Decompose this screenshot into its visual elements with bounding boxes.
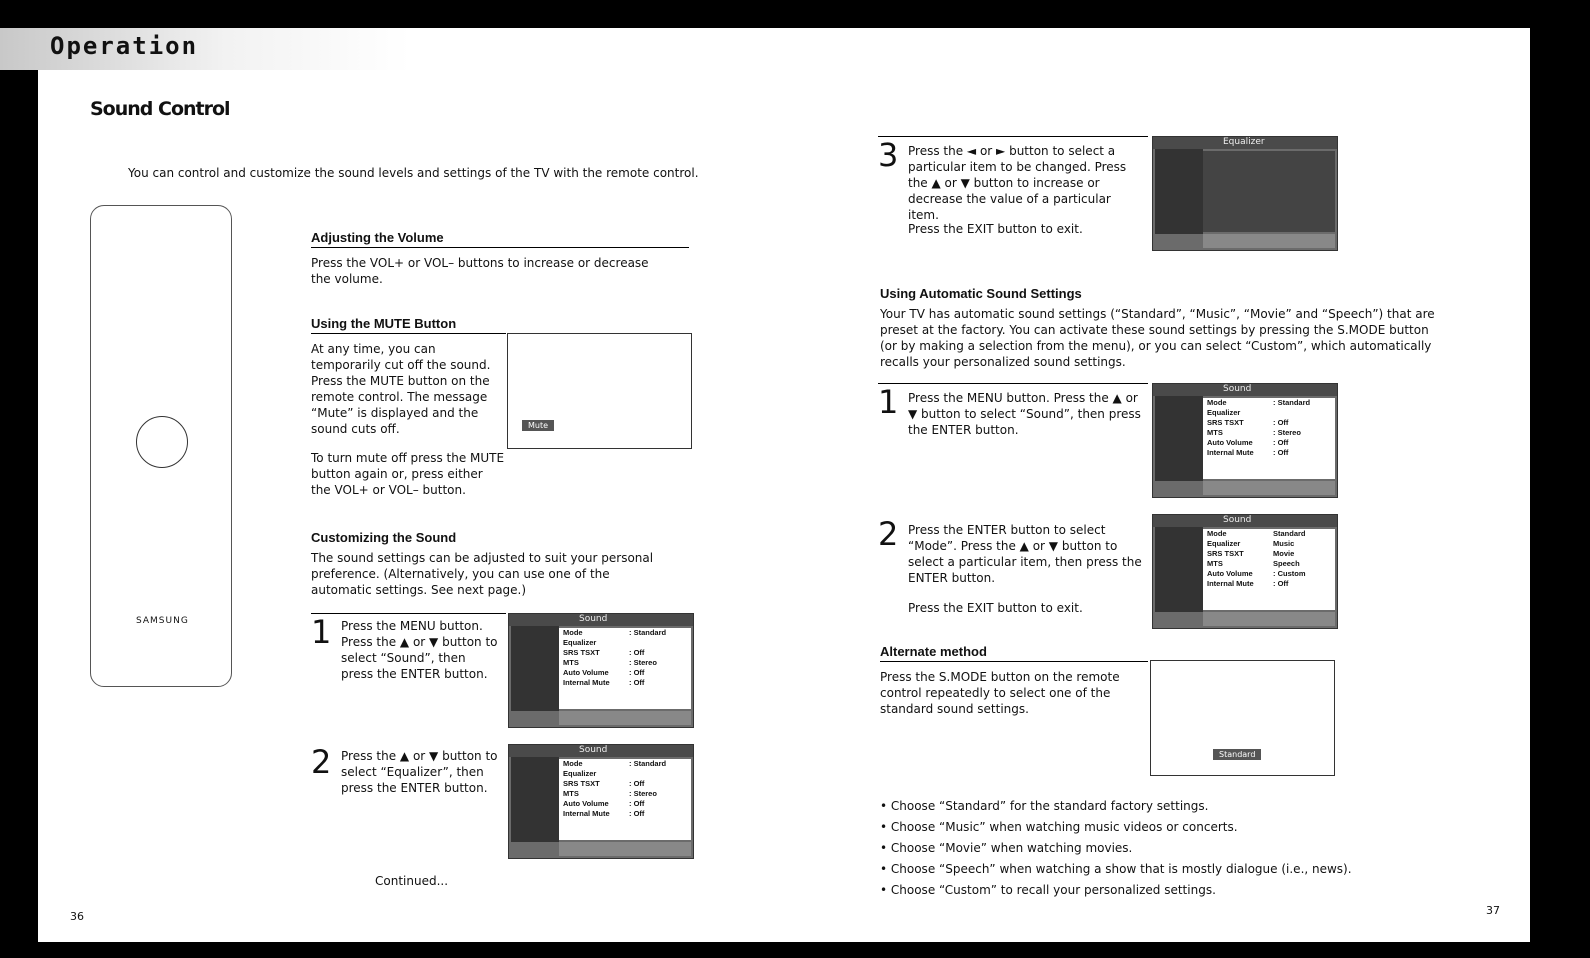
remote-brand: SAMSUNG xyxy=(136,616,189,626)
menu-rows-1 xyxy=(559,628,691,709)
menu-row: Auto Volume : Off xyxy=(1207,438,1289,447)
menu-row: MTS : Stereo xyxy=(563,658,657,667)
customize-heading: Customizing the Sound xyxy=(311,530,457,545)
menu-row: SRS TSXT Movie xyxy=(1207,549,1295,558)
remote-control-illustration xyxy=(90,205,232,687)
alt-text: Press the S.MODE button on the remote control repeatedly to select one of the standard sound settings. xyxy=(880,670,1120,716)
mute-text: At any time, you can temporarily cut off the sound. Press the MUTE button on the remote control. The message “Mute” is displayed and the sound cuts off. xyxy=(311,342,491,436)
left-step-1: 1 Press the MENU button. Press the ▲ or ▼ button to select “Sound”, then press the ENTER button. xyxy=(311,613,506,614)
mute-heading: Using the MUTE Button xyxy=(311,316,506,334)
customize-text: The sound settings can be adjusted to suit your personal preference. (Alternatively, you can use one of the automatic settings. See next page.) xyxy=(311,551,654,597)
menu-row: MTS Speech xyxy=(1207,559,1300,568)
menu-row: Internal Mute : Off xyxy=(563,809,645,818)
menu-row: Equalizer xyxy=(1207,408,1241,417)
remote-dpad xyxy=(136,416,188,468)
choose-item: • Choose “Movie” when watching movies. xyxy=(880,841,1133,855)
continued-note: Continued... xyxy=(375,874,449,888)
standard-osd: Standard xyxy=(1213,749,1261,760)
menu-row: Internal Mute : Off xyxy=(1207,448,1289,457)
mute-off-text: To turn mute off press the MUTE button again or, press either the VOL+ or VOL– button. xyxy=(311,451,505,497)
menu-row: MTS : Stereo xyxy=(1207,428,1301,437)
equalizer-bars xyxy=(1203,151,1335,232)
page-number-left: 36 xyxy=(70,910,84,923)
auto-heading: Using Automatic Sound Settings xyxy=(880,286,1082,301)
choose-item: • Choose “Music” when watching music videos or concerts. xyxy=(880,820,1238,834)
sound-menu-screen-1: Sound Mode : Standard Equalizer SRS TSXT : Off MTS : Stereo Auto Volume : Off Internal Mute : Off xyxy=(508,613,694,728)
menu-row: Mode : Standard xyxy=(563,759,667,768)
mute-screen xyxy=(507,333,692,449)
menu-row: Equalizer Music xyxy=(1207,539,1295,548)
menu-row: Auto Volume : Off xyxy=(563,799,645,808)
menu-row: Mode : Standard xyxy=(563,628,667,637)
page-number-right: 37 xyxy=(1486,904,1500,917)
sound-menu-screen-3: Sound Mode : Standard Equalizer SRS TSXT : Off MTS : Stereo Auto Volume : Off Internal Mute : Off xyxy=(1152,383,1338,498)
sound-menu-screen-2: Sound Mode : Standard Equalizer SRS TSXT : Off MTS : Stereo Auto Volume : Off Internal Mute : Off xyxy=(508,744,694,859)
section-header: Operation xyxy=(50,32,199,60)
right-step-3: 3 Press the ◄ or ► button to select a particular item to be changed. Press the ▲ or ▼ button to increase or decrease the value of a particular item. Press the EXIT button to exit. xyxy=(878,136,1148,137)
standard-screen xyxy=(1150,660,1335,776)
menu-row: Equalizer xyxy=(563,769,597,778)
menu-row: Auto Volume : Custom xyxy=(1207,569,1306,578)
alt-heading: Alternate method xyxy=(880,644,1148,662)
menu-row: MTS : Stereo xyxy=(563,789,657,798)
menu-row: SRS TSXT : Off xyxy=(563,779,645,788)
choose-item: • Choose “Standard” for the standard factory settings. xyxy=(880,799,1209,813)
auto-text: Your TV has automatic sound settings (“Standard”, “Music”, “Movie” and “Speech”) that are preset at the factory. You can activate these sound settings by pressing the S.MODE button (or by making a selection from the menu), or you can select “Custom”, which automatically recalls your personalized sound settings. xyxy=(880,307,1435,369)
menu-row: Auto Volume : Off xyxy=(563,668,645,677)
right-step-1: 1 Press the MENU button. Press the ▲ or ▼ button to select “Sound”, then press the ENTER button. xyxy=(878,383,1148,384)
menu-rows-2 xyxy=(559,759,691,840)
menu-row: SRS TSXT : Off xyxy=(563,648,645,657)
volume-text: Press the VOL+ or VOL– buttons to increase or decrease the volume. xyxy=(311,256,649,286)
menu-row: Mode : Standard xyxy=(1207,398,1311,407)
volume-heading: Adjusting the Volume xyxy=(311,230,689,248)
menu-row: Mode Standard xyxy=(1207,529,1306,538)
menu-row: SRS TSXT : Off xyxy=(1207,418,1289,427)
menu-row: Internal Mute : Off xyxy=(563,678,645,687)
menu-row: Internal Mute : Off xyxy=(1207,579,1289,588)
choose-item: • Choose “Speech” when watching a show that is mostly dialogue (i.e., news). xyxy=(880,862,1352,876)
intro-text: You can control and customize the sound levels and settings of the TV with the remote control. xyxy=(128,166,699,180)
page-title: Sound Control xyxy=(90,98,230,120)
menu-row: Equalizer xyxy=(563,638,597,647)
equalizer-screen: Equalizer xyxy=(1152,136,1338,251)
mode-menu-screen: Sound Mode Standard Equalizer Music SRS TSXT Movie MTS Speech Auto Volume : Custom Internal Mute : Off xyxy=(1152,514,1338,629)
mute-osd: Mute xyxy=(522,420,554,431)
menu-rows-3 xyxy=(1203,398,1335,479)
menu-rows-4 xyxy=(1203,529,1335,610)
choose-item: • Choose “Custom” to recall your personalized settings. xyxy=(880,883,1216,897)
